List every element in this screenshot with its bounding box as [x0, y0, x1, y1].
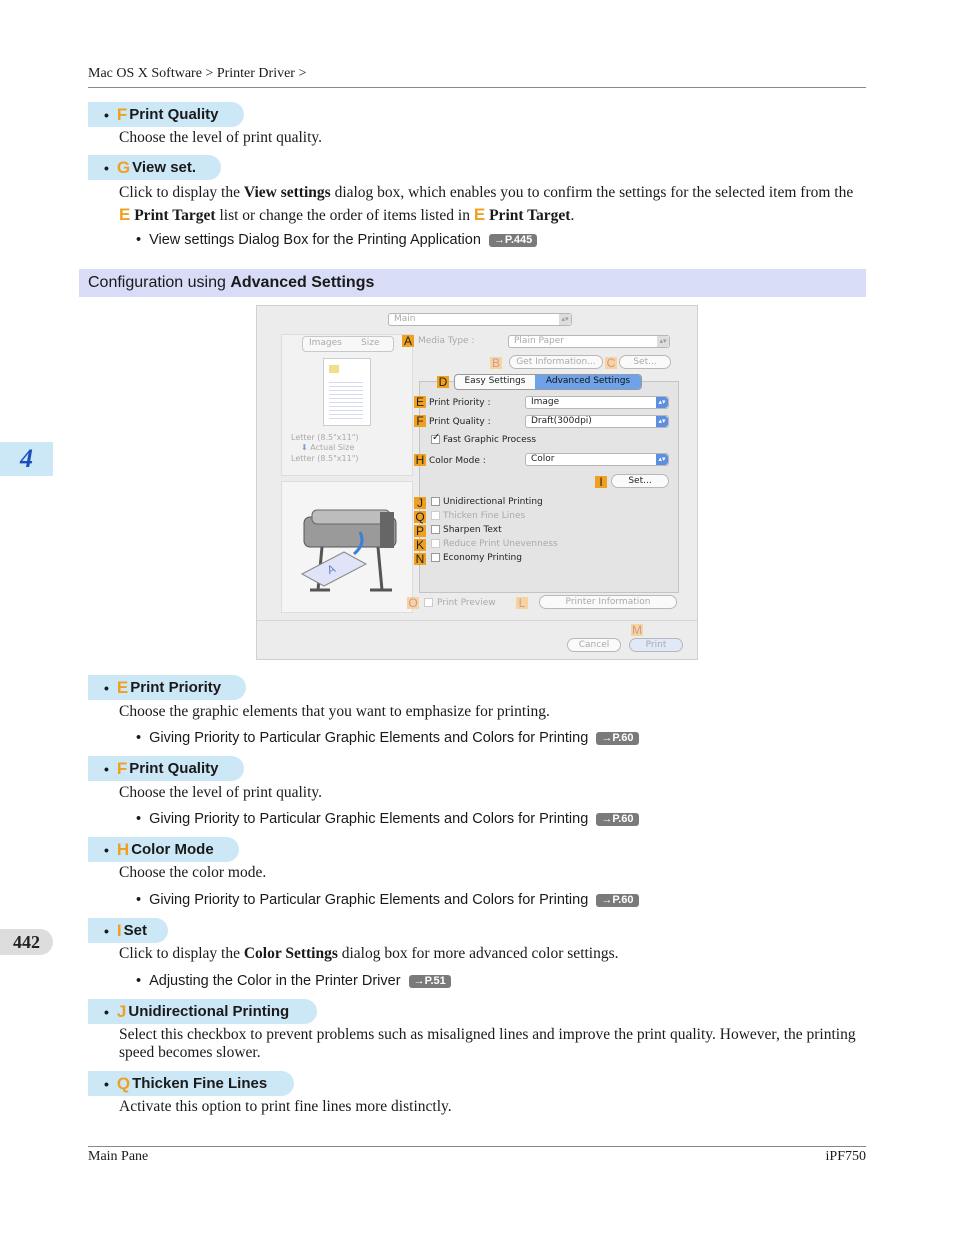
popup-arrow-icon: ▴▾ [656, 397, 668, 408]
print-button[interactable]: Print [629, 638, 683, 652]
page-number-tab: 442 [0, 929, 53, 955]
bullet: • [104, 922, 109, 939]
heading-title: Color Mode [131, 841, 214, 858]
printer-information-button[interactable]: Printer Information [539, 595, 677, 609]
heading-print-quality-top [88, 102, 244, 127]
media-type-popup[interactable] [508, 335, 670, 348]
heading-print-priority [88, 675, 246, 700]
key-letter: J [116, 1001, 127, 1021]
page-ref[interactable]: →P.60 [596, 813, 638, 826]
text: Click to display the [119, 184, 244, 201]
tab-easy-settings[interactable]: Easy Settings [464, 376, 526, 386]
bold-text: Print Target [134, 207, 216, 224]
key-letter: G [116, 157, 131, 177]
link-text[interactable]: View settings Dialog Box for the Printing Application [149, 232, 481, 248]
print-priority-popup[interactable] [525, 396, 669, 409]
popup-arrow-icon: ▴▾ [657, 336, 669, 347]
bullet: • [104, 679, 109, 696]
bold-text: View settings [243, 184, 331, 201]
text: Click to display the [119, 945, 244, 962]
heading-title: View set. [132, 159, 197, 176]
unidirectional-desc: Select this checkbox to prevent problems such as misaligned lines and improve the print quality. However, the printing speed becomes slower. [119, 1026, 856, 1061]
view-set-desc [119, 182, 864, 227]
print-preview-label: Print Preview [437, 598, 496, 608]
link-text[interactable]: Giving Priority to Particular Graphic Elements and Colors for Printing [149, 730, 589, 746]
bold-text: Print Target [489, 207, 571, 224]
link-text[interactable]: Giving Priority to Particular Graphic Elements and Colors for Printing [149, 892, 589, 908]
bullet: • [136, 811, 142, 827]
heading-title: Unidirectional Printing [128, 1003, 290, 1020]
footer-section: Main Pane [88, 1149, 149, 1164]
print-priority-desc: Choose the graphic elements that you want to emphasize for printing. [119, 703, 550, 720]
popup-value: Draft(300dpi) [531, 416, 592, 426]
label-E: E [415, 395, 424, 409]
popup-value: Image [531, 397, 560, 407]
fast-graphic-label: Fast Graphic Process [443, 435, 537, 445]
bullet: • [136, 973, 142, 989]
bullet: • [136, 892, 142, 908]
reduce-checkbox[interactable] [431, 539, 440, 548]
paper-size-2: Letter (8.5"x11") [291, 454, 359, 463]
print-quality-label: Print Quality : [429, 417, 491, 427]
heading-color-mode [88, 837, 239, 862]
key-letter: E [116, 677, 129, 697]
page-preview-image [323, 358, 371, 426]
label-F: F [414, 415, 426, 427]
footer-model: iPF750 [825, 1149, 866, 1164]
key-letter: Q [116, 1073, 131, 1093]
heading-title: Print Quality [129, 106, 219, 123]
link-text[interactable]: Giving Priority to Particular Graphic Elements and Colors for Printing [149, 811, 589, 827]
label-M: M [632, 623, 642, 637]
thicken-desc: Activate this option to print fine lines more distinctly. [119, 1098, 452, 1115]
print-priority-label: Print Priority : [429, 398, 491, 408]
page-ref[interactable]: →P.60 [596, 732, 638, 745]
label-Q: Q [415, 510, 425, 524]
chapter-tab: 4 [0, 442, 53, 476]
cancel-button[interactable]: Cancel [567, 638, 621, 652]
label-A: A [403, 334, 412, 348]
key-letter: E [119, 205, 131, 224]
section-prefix: Configuration using [88, 274, 226, 291]
bullet: • [104, 159, 109, 176]
print-quality-desc: Choose the level of print quality. [119, 784, 323, 801]
heading-title: Set [123, 922, 147, 939]
page-ref[interactable]: →P.60 [596, 894, 638, 907]
popup-value: Plain Paper [514, 336, 564, 346]
thicken-label: Thicken Fine Lines [443, 511, 526, 521]
down-arrow-icon: ⬇ [301, 443, 308, 452]
popup-arrow-icon: ▴▾ [656, 454, 668, 465]
heading-unidirectional-printing [88, 999, 317, 1024]
label-I: I [595, 476, 607, 488]
svg-text:A: A [325, 562, 338, 578]
color-mode-link[interactable] [136, 892, 639, 908]
tab-advanced-settings[interactable]: Advanced Settings [535, 375, 641, 389]
key-letter: F [116, 758, 128, 778]
print-quality-popup[interactable] [525, 415, 669, 428]
main-popup[interactable] [388, 313, 572, 326]
paper-size-1: Letter (8.5"x11") [291, 433, 359, 442]
label-L: L [516, 597, 528, 609]
economy-label: Economy Printing [443, 553, 522, 563]
bullet: • [104, 1075, 109, 1092]
page-ref[interactable]: →P.445 [489, 234, 537, 247]
label-P: P [415, 524, 424, 538]
text: list or change the order of items listed in [215, 207, 474, 224]
label-D: D [438, 375, 448, 389]
key-letter: F [116, 104, 128, 124]
heading-title: Print Quality [129, 760, 219, 777]
color-mode-label: Color Mode : [429, 456, 486, 466]
popup-value: Main [394, 314, 416, 324]
popup-arrow-icon: ▴▾ [656, 416, 668, 427]
actual-size [301, 443, 354, 452]
page-ref[interactable]: →P.51 [409, 975, 451, 988]
label-J: J [414, 497, 426, 509]
text: . [570, 207, 575, 224]
get-information-button[interactable]: Get Information... [509, 355, 603, 369]
bullet: • [104, 1003, 109, 1020]
economy-checkbox[interactable] [431, 553, 440, 562]
text: dialog box, which enables you to confirm the settings for the selected item from the [330, 184, 854, 201]
dialog-divider [257, 620, 698, 621]
set-desc [119, 945, 864, 963]
fast-graphic-checkbox[interactable] [431, 435, 440, 444]
set-button-top[interactable]: Set... [619, 355, 671, 369]
bullet: • [104, 841, 109, 858]
unidirectional-label: Unidirectional Printing [443, 497, 543, 507]
key-letter: H [116, 839, 130, 859]
tab-images[interactable]: Images [309, 338, 342, 348]
heading-title: Print Priority [130, 679, 222, 696]
print-quality-top-desc: Choose the level of print quality. [119, 129, 323, 146]
unidirectional-checkbox[interactable] [431, 497, 440, 506]
printer-illustration [281, 481, 413, 613]
heading-thicken-fine-lines [88, 1071, 294, 1096]
view-set-link[interactable] [136, 232, 537, 248]
print-preview-checkbox[interactable] [424, 598, 433, 607]
tab-size[interactable]: Size [361, 338, 380, 348]
section-bold: Advanced Settings [230, 274, 375, 291]
label-O: O [408, 596, 418, 610]
heading-view-set [88, 155, 221, 180]
advanced-settings-dialog [256, 305, 698, 660]
breadcrumb: Mac OS X Software > Printer Driver > [88, 66, 307, 81]
thicken-checkbox[interactable] [431, 511, 440, 520]
link-text[interactable]: Adjusting the Color in the Printer Driver [149, 973, 401, 989]
sharpen-checkbox[interactable] [431, 525, 440, 534]
set-link[interactable] [136, 973, 451, 989]
bullet: • [104, 760, 109, 777]
footer-rule [88, 1146, 866, 1147]
heading-print-quality [88, 756, 244, 781]
popup-arrow-icon: ▴▾ [559, 314, 571, 325]
header-rule [88, 87, 866, 88]
heading-title: Thicken Fine Lines [132, 1075, 268, 1092]
print-quality-link[interactable] [136, 811, 639, 827]
printer-icon [282, 482, 412, 612]
media-type-label: Media Type : [418, 336, 475, 346]
popup-value: Color [531, 454, 555, 464]
label-H: H [415, 453, 425, 467]
sharpen-label: Sharpen Text [443, 525, 502, 535]
label-B: B [491, 356, 500, 370]
heading-set [88, 918, 168, 943]
label-N: N [415, 552, 425, 566]
reduce-label: Reduce Print Unevenness [443, 539, 558, 549]
actual-size-text: Actual Size [310, 443, 355, 452]
settings-tabs [454, 374, 642, 390]
key-letter: I [116, 920, 122, 940]
bullet: • [136, 730, 142, 746]
print-priority-link[interactable] [136, 730, 639, 746]
text: dialog box for more advanced color settings. [337, 945, 619, 962]
bold-text: Color Settings [243, 945, 338, 962]
label-K: K [415, 538, 424, 552]
bullet: • [104, 106, 109, 123]
bullet: • [136, 232, 142, 248]
color-set-button[interactable]: Set... [611, 474, 669, 488]
color-mode-desc: Choose the color mode. [119, 864, 267, 881]
color-mode-popup[interactable] [525, 453, 669, 466]
section-heading [79, 269, 866, 297]
label-C: C [606, 356, 616, 370]
key-letter: E [473, 205, 486, 224]
